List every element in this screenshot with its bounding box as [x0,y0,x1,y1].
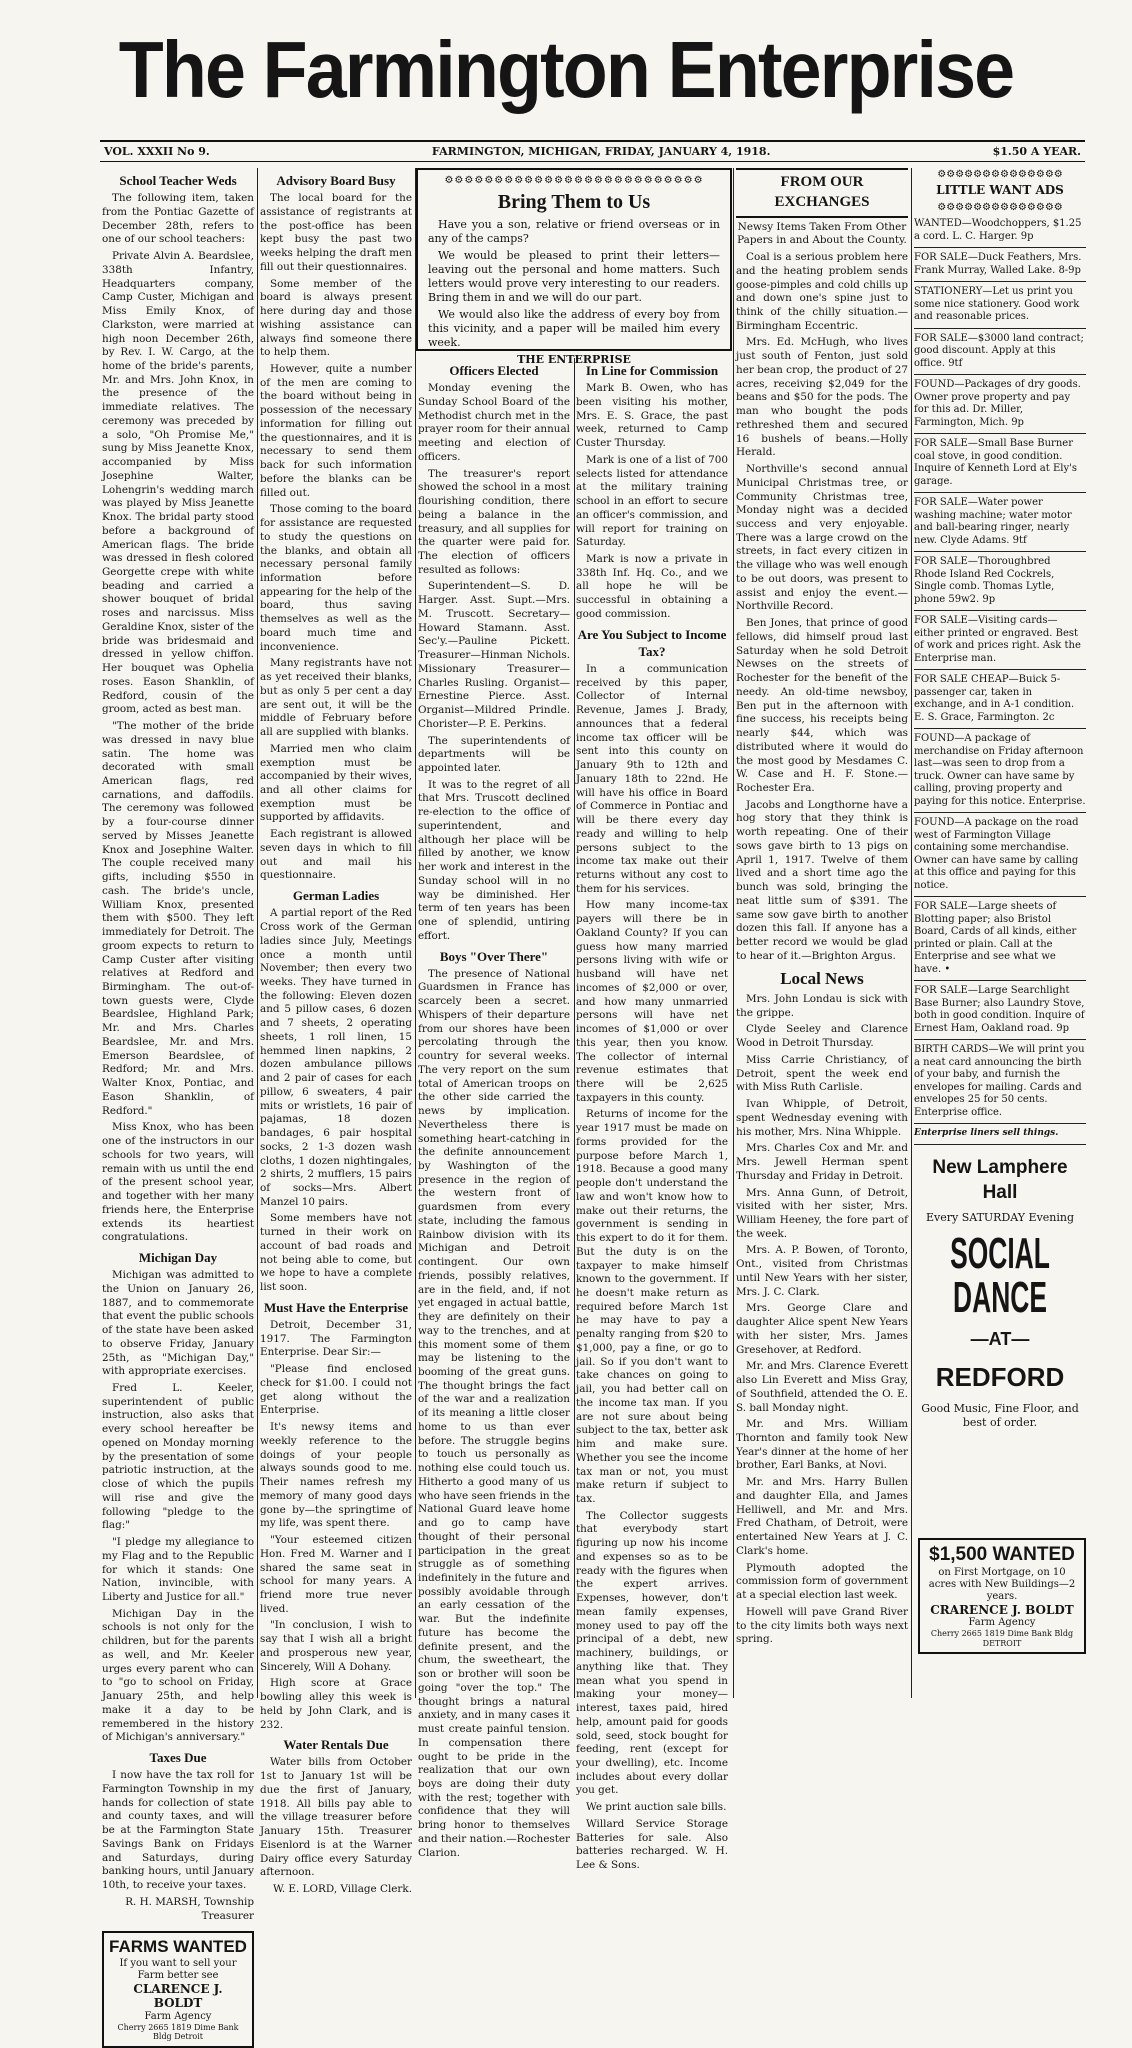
dance-schedule: Every SATURDAY Evening [925,1211,1075,1225]
article-paragraph: The following item, taken from the Pontiac Gazette of December 28th, refers to one of our school teachers: [102,192,254,246]
column-2 [260,168,413,1896]
news-item: Mr. and Mrs. Clarence Everett also Lin Everett and Miss Gray, of Southfield, attended the O. E. S. ball Monday night. [736,1360,908,1414]
farms-wanted-ad [102,1931,254,2047]
mortgage-ad-wrap [918,1530,1086,1654]
news-item: Clyde Seeley and Clarence Wood in Detroit Thursday. [736,1023,908,1050]
article-paragraph: Some members have not turned in their work on account of bad roads and not being able to come, but we hope to have a complete list soon. [260,1212,412,1294]
article-paragraph: How many income-tax payers will there be in Oakland County? If you can guess how many married persons living with wife or husband will have net incomes of $2,000 or over, and how many unmarried persons will have net incomes of $1,000 or over this year, then you know. The collector of internal revenue estimates that there will be 2,625 taxpayers in this county. [576,899,728,1104]
ornament-border: ⚙⚙⚙⚙⚙⚙⚙⚙⚙⚙⚙⚙⚙⚙ [937,202,1063,214]
dance-title: SOCIAL DANCE [950,1228,1050,1322]
article-paragraph: A partial report of the Red Cross work of the German ladies since July, Meetings once a month until November; then every two weeks. They have turned in the following: Eleven dozen and 5 pillow cases, 6 dozen and 7 sheets, 2 operating sheets, 1 roll linen, 15 hemmed linen napkins, 2 dozen ambulance pillows and 2 pair of cases for each pillow, 6 sweaters, 4 pair mits or wristlets, 16 pair of pajamas, 18 dozen bandages, 6 pair hospital socks, 2 1-3 dozen wash cloths, 1 dozen nightingales, 2 shirts, 2 mufflers, 15 pairs of socks—Mrs. Albert Manzel 10 pairs. [260,907,412,1208]
article-paragraph: Miss Knox, who has been one of the instructors in our schools for two years, will remain with us until the end of the present school year, and together with her many friends here, the Enterprise extends its heartiest congratulations. [102,1121,254,1244]
want-ad-item: FOR SALE—Large Searchlight Base Burner; also Laundry Stove, both in good condition. Inquire of Ernest Ham, Oakland road. 9p [914,981,1086,1040]
article-paragraph: However, quite a number of the men are coming to the board without being in possession of the necessary information for filling out the questionnaires, and it is necessary to send them back for such information before the blanks can be filled out. [260,362,412,499]
want-ad-item: FOR SALE—Duck Feathers, Mrs. Frank Murray, Walled Lake. 8-9p [914,248,1086,282]
dance-advertisement [914,1155,1086,1431]
section-headline: FROM OUR EXCHANGES [736,168,908,218]
article-paragraph: Michigan Day in the schools is not only for the children, but for the parents as well, and Mr. Keeler urges every parent who can to "go to school on Friday, January 25th, and help make it a day to be remembered in the history of Michigan's anniversary." [102,1607,254,1744]
article-paragraph: Superintendent—S. D. Harger. Asst. Supt.—Mrs. M. Truscott. Secretary—Howard Stamann. Asst. Sec'y.—Pauline Pickett. Treasurer—Hinman Nichols. Missionary Treasurer—Charles Rusling. Organist—Ernestine Pierce. Asst. Organist—Mildred Prindle. Chorister—P. E. Perkins. [418,580,570,730]
ad-address: Cherry 2665 1819 Dime Bank Bldg DETROIT [930,1629,1074,1648]
article-paragraph: The Collector suggests that everybody start figuring up now his income and expenses so as to be ready with the figures when the expert arrives. Expenses, however, don't mean family expenses, money used to pay off the principal of a debt, new machinery, buildings, or anything like that. They mean what you spend in making your money—interest, taxes paid, hired help, amount paid for goods sold, seed, stock bought for feeding, rent (except for your dwelling), etc. Income includes about every dollar you get. [576,1509,728,1797]
article-paragraph: Willard Service Storage Batteries for sale. Also batteries recharged. W. H. Lee & Sons. [576,1817,728,1872]
article-paragraph: High score at Grace bowling alley this week is held by John Clark, and is 232. [260,1677,412,1731]
article-paragraph: Some member of the board is always present here during day and those wishing assistance can always find someone there to help them. [260,277,412,359]
article-headline: Must Have the Enterprise [263,1299,409,1315]
signature: R. H. MARSH, Township Treasurer [125,1895,254,1922]
article-headline: In Line for Commission [585,363,719,378]
ad-agency: Farm Agency [968,1617,1036,1629]
article-paragraph: "I pledge my allegiance to my Flag and to the Republic for which it stands: One Nation, invincible, with Liberty and Justice for all." [102,1536,254,1604]
dance-at: —AT— [970,1328,1030,1349]
subscription-price: $1.50 A YEAR. [992,145,1081,158]
section-subhead: Newsy Items Taken From Other Papers in and About the County. [737,220,907,247]
article-paragraph: "Your esteemed citizen Hon. Fred M. Warner and I shared the same seat in school for many years. A friend more true never lived. [260,1534,412,1615]
article-headline: Are You Subject to Income Tax? [577,626,727,659]
article-headline: Water Rentals Due [283,1737,389,1753]
box-signature: THE ENTERPRISE [517,352,631,366]
article-paragraph: Fred L. Keeler, superintendent of public instruction, also asks that every school hereafter be opened on Monday morning by the presentation of some patriotic instruction, at the close of which the pupils will rise and give the following "pledge to the flag:" [102,1382,254,1532]
news-item: Mr. and Mrs. William Thornton and family took New Year's dinner at the home of her brother, Earl Banks, at Novi. [736,1418,908,1472]
article-paragraph: Private Alvin A. Beardslee, 338th Infantry, Headquarters company, Camp Custer, Michigan and Miss Emily Knox, of Clarkston, were married at high noon December 26th, by Rev. I. W. Cargo, at the home of the bride's parents, Mr. and Mrs. John Knox, in the presence of the immediate relatives. The ceremony was preceded by a solo, "Oh Promise Me," sung by Miss Jeanette Knox, accompanied by Miss Josephine Walter, Lohengrin's wedding march was played by Miss Jeanette Knox. The bridal party stood before a background of American flags. The bride was dressed in flesh colored Georgette crepe with white beading and carried a shower bouquet of bridal roses and narcissus. Miss Geraldine Knox, sister of the bride was bridesmaid and dressed in yellow chiffon. Her bouquet was Ophelia roses. Eason Shanklin, of Redford, cousin of the groom, acted as best man. [102,250,254,716]
column-rule [574,358,575,1698]
want-ad-item: STATIONERY—Let us print you some nice stationery. Good work and reasonable prices. [914,282,1086,329]
ad-text: on First Mortgage, on 10 acres with New Buildings—2 years. [928,1566,1076,1602]
article-paragraph: Those coming to the board for assistance are requested to study the questions on the blanks, and obtain all necessary personal family information before appearing for the help of the board, thus saving themselves as well as the board much time and inconvenience. [260,503,413,653]
news-item: Mrs. Charles Cox and Mr. and Mrs. Jewell Herman spent Thursday and Friday in Detroit. [736,1142,908,1182]
news-item: Mr. and Mrs. Harry Bullen and daughter Ella, and James Helliwell, and Mr. and Mrs. Fred Chatham, of Detroit, were entertained New Years at J. C. Clark's home. [736,1476,908,1557]
column-rule [733,168,734,1698]
article-paragraph: Water bills from October 1st to January 1st will be due the first of January, 1918. All bills pay able to the village treasurer before January 15th. Treasurer Eisenlord is at the Warner Dairy office every Saturday afternoon. [260,1756,412,1879]
article-paragraph: Mark is now a private in 338th Inf. Hq. Co., and we all hope he will be successful in obtaining a good commission. [576,552,728,620]
want-ads-list [914,214,1086,1124]
ad-name: CRARENCE J. BOLDT [930,1602,1074,1617]
article-paragraph: Michigan was admitted to the Union on January 26, 1887, and to commemorate that event the public schools of the state have been asked to observe Friday, January 25th, as "Michigan Day," with appropriate exercises. [102,1269,254,1378]
article-paragraph: Detroit, December 31, 1917. The Farmington Enterprise. Dear Sir:— [260,1319,412,1359]
want-ad-item: FOR SALE—Large sheets of Blotting paper; also Bristol Board, Cards of all kinds, either printed or plain. Call at the Enterprise and see what we have. • [914,897,1086,981]
ad-name: CLARENCE J. BOLDT [133,1981,223,2011]
news-item: Mrs. George Clare and daughter Alice spent New Years with her sister, Mrs. James Gresehover, at Redford. [736,1302,908,1356]
dance-details: Good Music, Fine Floor, and best of order. [921,1401,1079,1430]
ad-agency: Farm Agency [144,2010,212,2022]
box-paragraph: Have you a son, relative or friend overseas or in any of the camps? [428,218,720,246]
article-paragraph: Returns of income for the year 1917 must be made on forms provided for the purpose before March 1, 1918. Because a good many people don't understand the law and won't know how to make out their returns, the government is sending in this expert to do it for them. But the duty is on the taxpayer to make himself known to the government. If he doesn't make return as required before March 1st he may have to pay a penalty ranging from $20 to $1,000, pay a fine, or go to jail. So if you don't want to take chances on going to jail, you had better call on the income tax man. If you are not sure about being subject to the tax, better ask him and make sure. Whether you see the income tax man or not, you must make return if subject to tax. [576,1108,728,1506]
want-ad-item: FOR SALE—Visiting cards—either printed or engraved. Best of work and prices right. Ask the Enterprise man. [914,611,1086,670]
news-item: Mrs. John Londau is sick with the grippe. [736,992,908,1019]
article-paragraph: Mark is one of a list of 700 selects listed for attendance at the military training school in an effort to secure an officer's commission, and will report for training on Saturday. [576,453,728,549]
article-headline: School Teacher Weds [119,173,237,188]
box-headline: Bring Them to Us [497,191,651,213]
article-paragraph: Monday evening the Sunday School Board of the Methodist church met in the prayer room for their annual meeting and election of officers. [418,382,570,463]
article-paragraph: Northville's second annual Municipal Christmas tree, or Community Christmas tree, Monday night was a decided success and very enjoyable. There was a large crowd on the streets, in fact every citizen in the village who was well enough to be out doors, was present to assist and enjoy the event.—Northville Record. [736,463,908,613]
ad-text: If you want to sell your Farm better see [119,1957,237,1981]
article-paragraph: We print auction sale bills. [586,1801,727,1814]
want-ad-item: FOR SALE—$3000 land contract; good discount. Apply at this office. 9tf [914,329,1086,376]
article-headline: Officers Elected [449,363,539,378]
news-item: Mrs. Anna Gunn, of Detroit, visited with her sister, Mrs. William Heeney, the fore part of the week. [736,1186,908,1240]
news-item: Mrs. A. P. Bowen, of Toronto, Ont., visited from Christmas until New Years with her sister, Mrs. J. C. Clark. [736,1244,908,1298]
article-headline: German Ladies [292,888,380,904]
box-paragraph: We would be pleased to print their letters—leaving out the personal and home matters. Such letters would prove very interesting to our readers. Bring them in and we will do our part. [428,248,720,305]
want-ad-item: BIRTH CARDS—We will print you a neat card announcing the birth of your baby, and furnish the envelopes for mailing. Cards and envelopes 25 for 50 cents. Enterprise office. [914,1040,1086,1124]
column-rule [257,168,258,1698]
article-paragraph: The presence of National Guardsmen in France has scarcely been a secret. Whispers of their departure from our shores have been percolating through the country for several weeks. The very report on the sum total of American troops on the other side carried the news by implication. Nevertheless there is something heart-catching in the definite announcement by Washington of the presence in the region of the western front of guardsmen from every state, including the famous Rainbow division with its Michigan and Detroit contingent. Our own friends, possibly relatives, are in the field, and, if not yet engaged in actual battle, they are definitely on their way to the trenches, and at this moment some of them may be listening to the booming of the great guns. The thought brings the fact of the war and a realization of its meaning a little closer home to us than ever before. The struggle begins to touch us personally as nothing else could touch us. Hitherto a good many of us who have seen friends in the National Guard leave home and go to camp have thought of their personal participation in the great struggle as of something indefinitely in the future and possibly avoidable through an early cessation of the war. But the indefinite future has become the definite present, and the chum, the sweetheart, the son or brother will soon be going "over the top." The thought brings a natural anxiety, and in many cases it must create painful tension. In compensation there ought to be pride in the realization that our own boys are doing their duty with the rest; together with confidence that they will bring honor to themselves and their nation.—Rochester Clarion. [418,967,570,1859]
article-paragraph: Mark B. Owen, who has been visiting his mother, Mrs. E. S. Grace, the past week, returned to Camp Custer Thursday. [576,382,728,450]
article-paragraph: "The mother of the bride was dressed in navy blue satin. The home was decorated with small American flags, red carnations, and daffodils. The ceremony was followed by a four-course dinner served by Misses Jeanette Knox and Josephine Walter. The couple received many gifts, including $550 in cash. The bride's uncle, William Knox, presented them with $500. They left immediately for Detroit. The groom expects to return to Camp Custer after visiting relatives at Redford and Birmingham. The out-of-town guests were, Clyde Beardslee, Highland Park; Mr. and Mrs. Charles Beardslee, Mr. and Mrs. Emerson Beardslee, of Redford; Mr. and Mrs. Walter Knox, Pontiac, and Eason Shanklin, of Redford." [102,720,254,1117]
section-headline: Local News [780,968,864,988]
column-6 [914,168,1086,1688]
article-paragraph: "Please find enclosed check for $1.00. I could not get along without the Enterprise. [260,1363,412,1417]
want-ad-item: FOUND—A package of merchandise on Friday afternoon last—was seen to drop from a truck. Owner can have same by calling, proving property and paying for this notice. Enterprise. [914,729,1086,813]
column-1 [102,168,254,2042]
article-paragraph: Many registrants have not as yet received their blanks, but as only 5 per cent a day are sent out, it will be the middle of February before all are supplied with blanks. [260,657,412,739]
want-ad-item: FOR SALE—Thoroughbred Rhode Island Red Cockrels, Single comb. Thomas Lytle, phone 59w2. 9p [914,552,1086,611]
want-ad-item: FOR SALE—Small Base Burner coal stove, in good condition. Inquire of Kenneth Lord at Ely's garage. [914,434,1086,493]
newspaper-title: The Farmington Enterprise [118,25,1014,114]
article-paragraph: It's newsy items and weekly reference to the doings of your people always sounds good to me. Their names refresh my memory of many good days gone by—the springtime of my life, was spent there. [260,1421,412,1530]
column-rule [415,168,416,1698]
box-paragraph: We would also like the address of every boy from this vicinity, and a paper will be mailed him every week. [428,307,720,350]
column-rule [911,168,912,1698]
ad-title: FARMS WANTED [109,1937,247,1957]
want-ad-item: FOR SALE CHEAP—Buick 5-passenger car, taken in exchange, and in A-1 condition. E. S. Grace, Farmington. 2c [914,670,1086,729]
place-date: FARMINGTON, MICHIGAN, FRIDAY, JANUARY 4, 1918. [431,145,771,158]
liners-slogan: Enterprise liners sell things. [914,1128,1086,1145]
want-ad-item: WANTED—Woodchoppers, $1.25 a cord. L. C. Harger. 9p [914,214,1086,248]
signature: W. E. LORD, Village Clerk. [272,1883,412,1896]
ornament-border: ⚙⚙⚙⚙⚙⚙⚙⚙⚙⚙⚙⚙⚙⚙⚙⚙⚙⚙⚙⚙⚙⚙⚙⚙⚙⚙ [444,175,704,186]
article-paragraph: "In conclusion, I wish to say that I wish all a bright and prosperous new year, Sincerely, Will A Dohany. [260,1619,412,1673]
masthead [0,10,1132,130]
article-paragraph: The treasurer's report showed the school in a most flourishing condition, there being a balance in the treasury, and all supplies for the quarter were paid for. The election of officers resulted as follows: [418,467,570,576]
want-ad-item: FOR SALE—Water power washing machine; water motor and ball-bearing ringer, nearly new. Clyde Adams. 9tf [914,493,1086,552]
volume-number: VOL. XXXII No 9. [104,145,210,158]
column-5 [736,168,908,1688]
ad-address: Cherry 2665 1819 Dime Bank Bldg Detroit [117,2022,239,2042]
article-paragraph: Coal is a serious problem here and the heating problem sends goose-pimples and cold chills up and down one's spine just to think of the chilly situation.—Birmingham Eccentric. [736,251,908,332]
dance-location: REDFORD [935,1361,1065,1392]
article-paragraph: I now have the tax roll for Farmington Township in my hands for collection of state and county taxes, and will be at the Farmington State Savings Bank on Fridays and Saturdays, during banking hours, until January 10th, to receive your taxes. [102,1769,254,1892]
article-headline: Taxes Due [149,1750,207,1766]
news-item: Miss Carrie Christiancy, of Detroit, spent the week end with Miss Ruth Carlisle. [736,1053,908,1094]
article-headline: Michigan Day [138,1249,218,1265]
column-4 [576,358,728,1872]
article-paragraph: The local board for the assistance of registrants at the post-office has been kept busy the past two weeks helping the draft men fill out their questionnaires. [260,192,412,273]
bring-them-to-us-box [416,168,732,366]
article-paragraph: It was to the regret of all that Mrs. Truscott declined re-election to the office of superintendent, and although her place will be filled by another, we know her work and interest in the Sunday school will in no way be diminished. Her term of ten years has been one of splendid, untiring effort. [418,778,570,942]
news-item: Howell will pave Grand River to the city limits both ways next spring. [736,1605,908,1646]
column-3 [418,358,570,1859]
article-paragraph: Jacobs and Longthorne have a hog story that they think is worth repeating. One of their sows gave birth to 13 pigs on April 1, 1917. Twelve of them lived and a short time ago the bunch was sold, bringing the neat little sum of $391. The same sow gave birth to another dozen this fall. If anyone has a better record we would be glad to hear of it.—Brighton Argus. [736,798,908,962]
article-paragraph: Married men who claim exemption must be accompanied by their wives, and all other claims for exemption must be supported by affidavits. [260,742,412,824]
news-item: Plymouth adopted the commission form of government at a special election last week. [736,1561,908,1602]
article-paragraph: Ben Jones, that prince of good fellows, did himself proud last Saturday when he sold Detroit Newses on the streets of Rochester for the benefit of the needy. An old-time newsboy, Ben put in the afternoon with fine success, his receipts being nearly $44, which was distributed where it would do the most good by Mesdames C. W. Case and H. F. Stone.—Rochester Era. [736,617,908,794]
want-ad-item: FOUND—A package on the road west of Farmington Village containing some merchandise. Owner can have same by calling at this office and paying for this notice. [914,813,1086,897]
ad-title: $1,500 WANTED [929,1544,1075,1565]
hall-name: New Lamphere Hall [932,1157,1068,1204]
article-headline: Advisory Board Busy [276,173,396,188]
mortgage-wanted-ad [918,1538,1086,1654]
article-paragraph: In a communication received by this paper, Collector of Internal Revenue, James J. Brady, announces that a federal income tax officer will be sent into this county on January 9th to 12th and January 18th to 22nd. He will have his office in Board of Commerce in Pontiac and will be there every day ready and willing to help persons subject to the income tax make out their returns without any cost to them for his services. [576,662,728,895]
article-paragraph: The superintendents of departments will be appointed later. [418,734,570,774]
article-headline: Boys "Over There" [439,948,549,964]
article-paragraph: Each registrant is allowed seven days in which to fill out and mail his questionnaire. [260,828,412,882]
ornament-border: ⚙⚙⚙⚙⚙⚙⚙⚙⚙⚙⚙⚙⚙⚙ [937,169,1063,180]
news-item: Ivan Whipple, of Detroit, spent Wednesday evening with his mother, Mrs. Nina Whipple. [736,1098,908,1138]
want-ads-headline: LITTLE WANT ADS [936,183,1064,198]
article-paragraph: Mrs. Ed. McHugh, who lives just south of Fenton, just sold her bean crop, the product of 27 acres, receiving $2,049 for the beans and $50 for the pods. The man who bought the pods rethreshed them and secured 16 bushels of beans.—Holly Herald. [736,336,908,459]
want-ad-item: FOUND—Packages of dry goods. Owner prove property and pay for this ad. Dr. Miller, Farmington, Mich. 9p [914,375,1086,434]
dateline [100,140,1085,162]
